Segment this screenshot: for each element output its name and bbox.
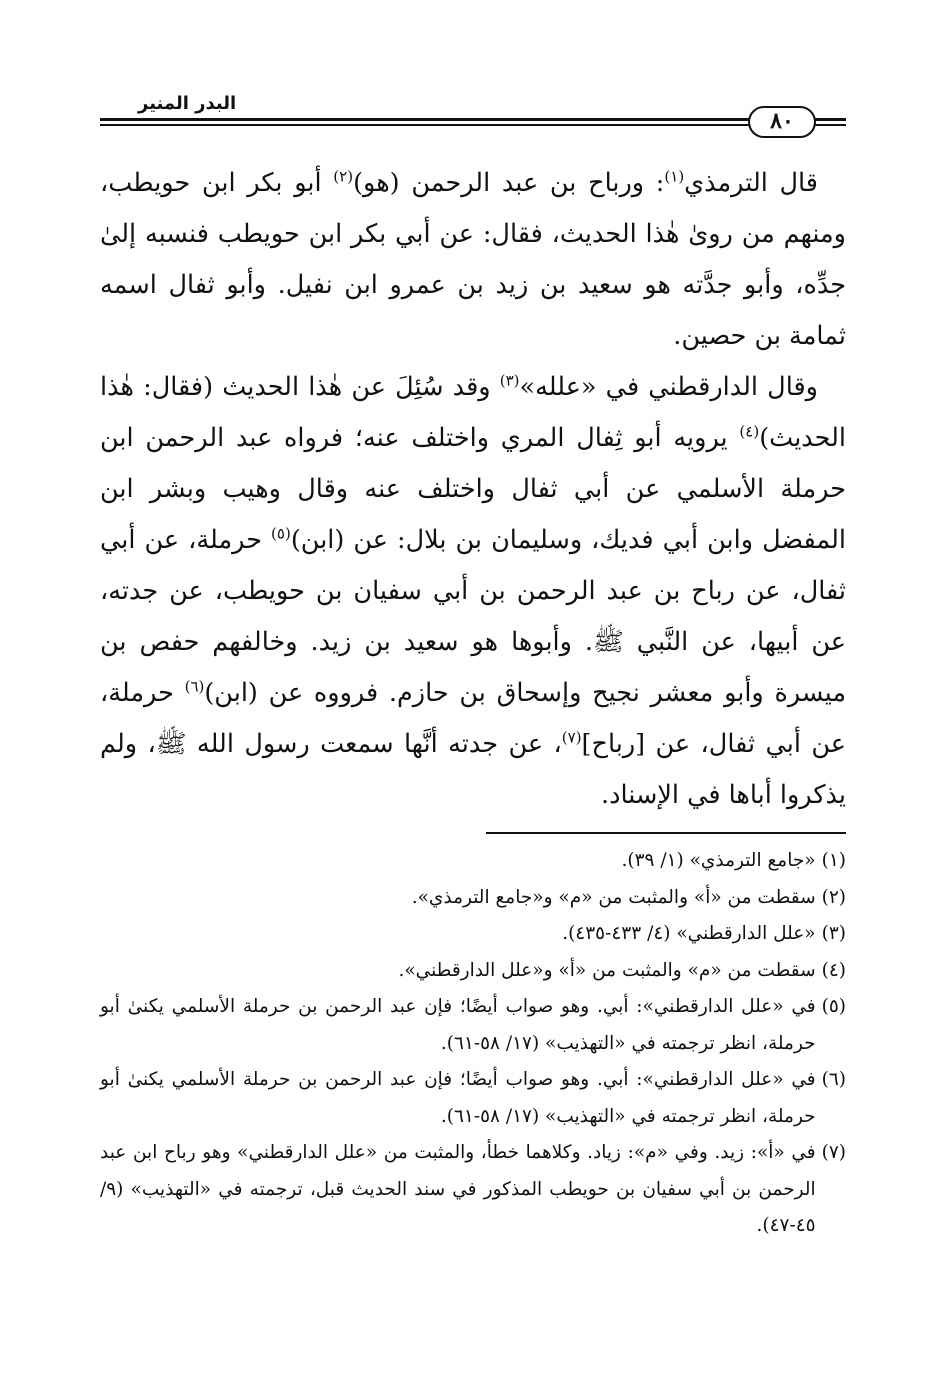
footnote-ref-1[interactable]: (١) <box>664 167 685 186</box>
footnote-text: سقطت من «أ» والمثبت من «م» و«جامع الترمذي». <box>411 886 816 908</box>
p1-text-1: قال الترمذي <box>684 168 818 198</box>
footnote-text: في «علل الدارقطني»: أبي. وهو صواب أيضًا؛ فإن عبد الرحمن بن حرملة الأسلمي يكنىٰ أبو حرملة، انظر ترجمته في «التهذيب» (١٧/ ٥٨-٦١). <box>100 1069 816 1127</box>
footnote-2 <box>100 880 846 917</box>
footnote-text: «علل الدارقطني» (٤/ ٤٣٣-٤٣٥). <box>562 923 816 944</box>
footnote-mark: (٢) <box>821 886 846 908</box>
footnote-text: «جامع الترمذي» (١/ ٣٩). <box>621 850 816 871</box>
footnote-text: في «علل الدارقطني»: أبي. وهو صواب أيضًا؛ فإن عبد الرحمن بن حرملة الأسلمي يكنىٰ أبو حرملة، انظر ترجمته في «التهذيب» (١٧/ ٥٨-٦١). <box>100 996 816 1054</box>
footnote-6 <box>100 1062 846 1135</box>
footnote-ref-4[interactable]: (٤) <box>739 422 760 441</box>
main-text <box>100 158 846 821</box>
p2-text-6: ، عن جدته أنَّها سمعت رسول الله ﷺ، ولم يذكروا أباها في الإسناد. <box>100 729 846 810</box>
p2-text-2: وقد سُئِلَ عن هٰذا الحديث (فقال: هٰذا الحديث) <box>100 372 846 453</box>
running-title: البدر المنير <box>138 93 237 114</box>
footnote-ref-5[interactable]: (٥) <box>271 524 291 543</box>
footnote-mark: (٣) <box>821 923 846 944</box>
p2-text-3: يرويه أبو ثِفال المري واختلف عنه؛ فرواه عبد الرحمن ابن حرملة الأسلمي عن أبي ثفال واختلف عنه وقال وهيب وبشر ابن المفضل وابن أبي فديك، وسليمان بن بلال: عن (ابن) <box>100 423 846 555</box>
footnote-5 <box>100 989 846 1062</box>
footnotes <box>100 843 846 1245</box>
footnote-text: في «أ»: زيد. وفي «م»: زياد. وكلاهما خطأ، والمثبت من «علل الدارقطني» وهو رباح ابن عبد الرحمن بن أبي سفيان بن حويطب المذكور في سند الحديث قبل، ترجمته في «التهذيب» (٩/ ٤٥-٤٧). <box>100 1142 816 1236</box>
footnote-ref-7[interactable]: (٧) <box>561 728 582 747</box>
footnote-3 <box>100 916 846 953</box>
footnote-mark: (٦) <box>821 1069 846 1090</box>
footnote-1 <box>100 843 846 880</box>
p2-text-1: وقال الدارقطني في «علله» <box>519 372 818 402</box>
footnote-7 <box>100 1135 846 1245</box>
paragraph-2 <box>100 362 846 821</box>
p2-text-4: حرملة، عن أبي ثفال، عن رباح بن عبد الرحمن بن أبي سفيان بن حويطب، عن جدته، عن أبيها، عن النَّبي ﷺ. وأبوها هو سعيد بن زيد. وخالفهم حفص بن ميسرة وأبو معشر نجيح وإسحاق بن حازم. فرووه عن (ابن) <box>100 525 846 708</box>
p1-text-2: : ورباح بن عبد الرحمن (هو) <box>353 168 665 198</box>
footnote-mark: (٧) <box>821 1142 846 1163</box>
page-header <box>100 92 846 144</box>
p2-text-5: حرملة، عن أبي ثفال، عن [رباح] <box>100 678 846 759</box>
footnote-ref-2[interactable]: (٢) <box>333 167 354 186</box>
footnote-mark: (٤) <box>821 959 846 981</box>
paragraph-1 <box>100 158 846 362</box>
footnote-ref-3[interactable]: (٣) <box>499 371 520 390</box>
footnote-4 <box>100 953 846 990</box>
footnote-ref-6[interactable]: (٦) <box>184 677 205 696</box>
p1-text-3: أبو بكر ابن حويطب، ومنهم من روىٰ هٰذا الحديث، فقال: عن أبي بكر ابن حويطب فنسبه إلىٰ جدِّه، وأبو جدَّته هو سعيد بن زيد بن عمرو ابن نفيل. وأبو ثفال اسمه ثمامة بن حصين. <box>100 168 846 351</box>
footnote-mark: (١) <box>821 850 846 871</box>
header-rule-thick <box>100 118 846 121</box>
header-rule-thin <box>100 124 846 126</box>
footnote-text: سقطت من «م» والمثبت من «أ» و«علل الدارقطني». <box>398 959 816 981</box>
page-number: ٨٠ <box>748 106 816 138</box>
footnote-mark: (٥) <box>821 996 846 1017</box>
footnote-separator <box>486 832 846 834</box>
